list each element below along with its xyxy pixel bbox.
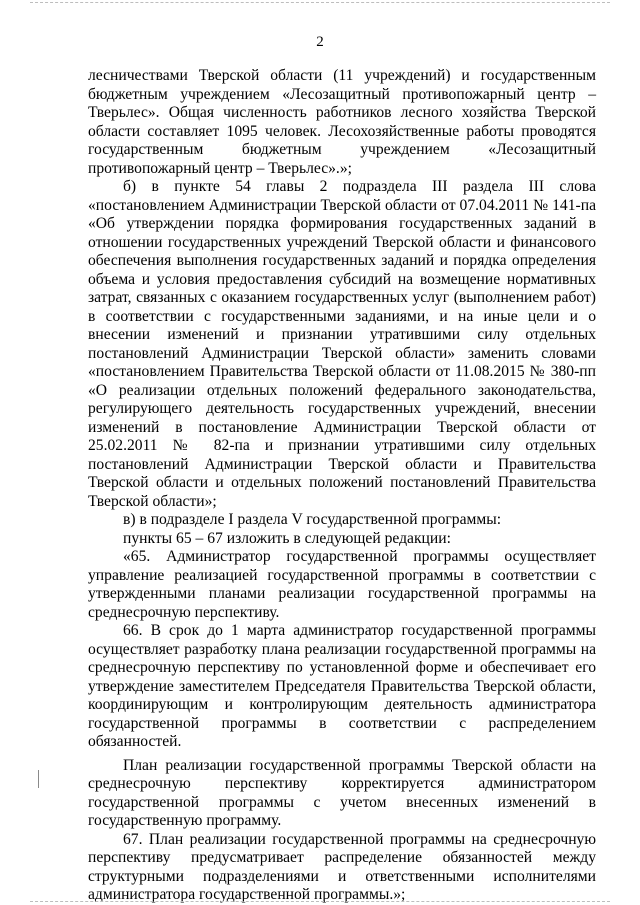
page-number: 2 [316,34,324,50]
paragraph-points-65-67: пункты 65 – 67 изложить в следующей редакции: [123,529,451,547]
paragraph-plan-correction: План реализации государственной программы Тверской области на среднесрочную перспективу корректируется администратором государственной программы с учетом внесенных изменений в государственную программу. [88,756,596,829]
paragraph-1-continuation: лесничествами Тверской области (11 учреждений) и государственным бюджетным учреждением «Лесозащитный противопожарный центр – Тверьлес». Общая численность работников лесного хозяйства Тверской области составляет 1095 человек. Лесохозяйственные работы проводятся государственным бюджетным учреждением «Лесозащитный противопожарный центр – Тверьлес».»; [88,67,596,177]
scan-bottom-edge [30,901,610,902]
paragraph-item-67: 67. План реализации государственной программы на среднесрочную перспективу предусматривает распределение обязанностей между структурными подразделениями и ответственными исполнителями администратора государственной программы.»; [88,830,596,903]
document-body [88,67,596,905]
scan-top-edge [30,2,610,3]
paragraph-item-66: 66. В срок до 1 марта администратор государственной программы осуществляет разработку плана реализации государственной программы на среднесрочную перспективу по установленной форме и обеспечивает его утверждение заместителем Председателя Правительства Тверской области, координирующим и контролирующим деятельность администратора государственной программы в соответствии с распределением обязанностей. [88,622,596,750]
paragraph-item-65: «65. Администратор государственной программы осуществляет управление реализацией государственной программы в соответствии с утвержденными планами реализации государственной программы на среднесрочную перспективу. [88,548,596,621]
paragraph-subitem-v: в) в подразделе I раздела V государственной программы: [123,511,502,528]
paragraph-subitem-b: б) в пункте 54 главы 2 подраздела III раздела III слова «постановлением Администрации Тверской области от 07.04.2011 № 141-па «Об утверждении порядка формирования государственных заданий в отношении государственных учреждений Тверской области и финансового обеспечения выполнения государственных заданий и порядка определения объема и условия предоставления субсидий на возмещение нормативных затрат, связанных с оказанием государственных услуг (выполнением работ) в соответствии с государственными заданиями, и на иные цели и о внесении изменений и признании утратившими силу отдельных постановлений Администрации Тверской области» заменить словами «постановлением Правительства Тверской области от 11.08.2015 № 380-пп «О реализации отдельных положений федерального законодательства, регулирующего деятельность государственных учреждений, внесении изменений в постановление Администрации Тверской области от 25.02.2011 № 82-па и признании утратившими силу отдельных постановлений Администрации Тверской области и Правительства Тверской области и отдельных положений постановлений Правительства Тверской области»; [88,178,596,510]
scan-margin-mark [38,770,45,788]
